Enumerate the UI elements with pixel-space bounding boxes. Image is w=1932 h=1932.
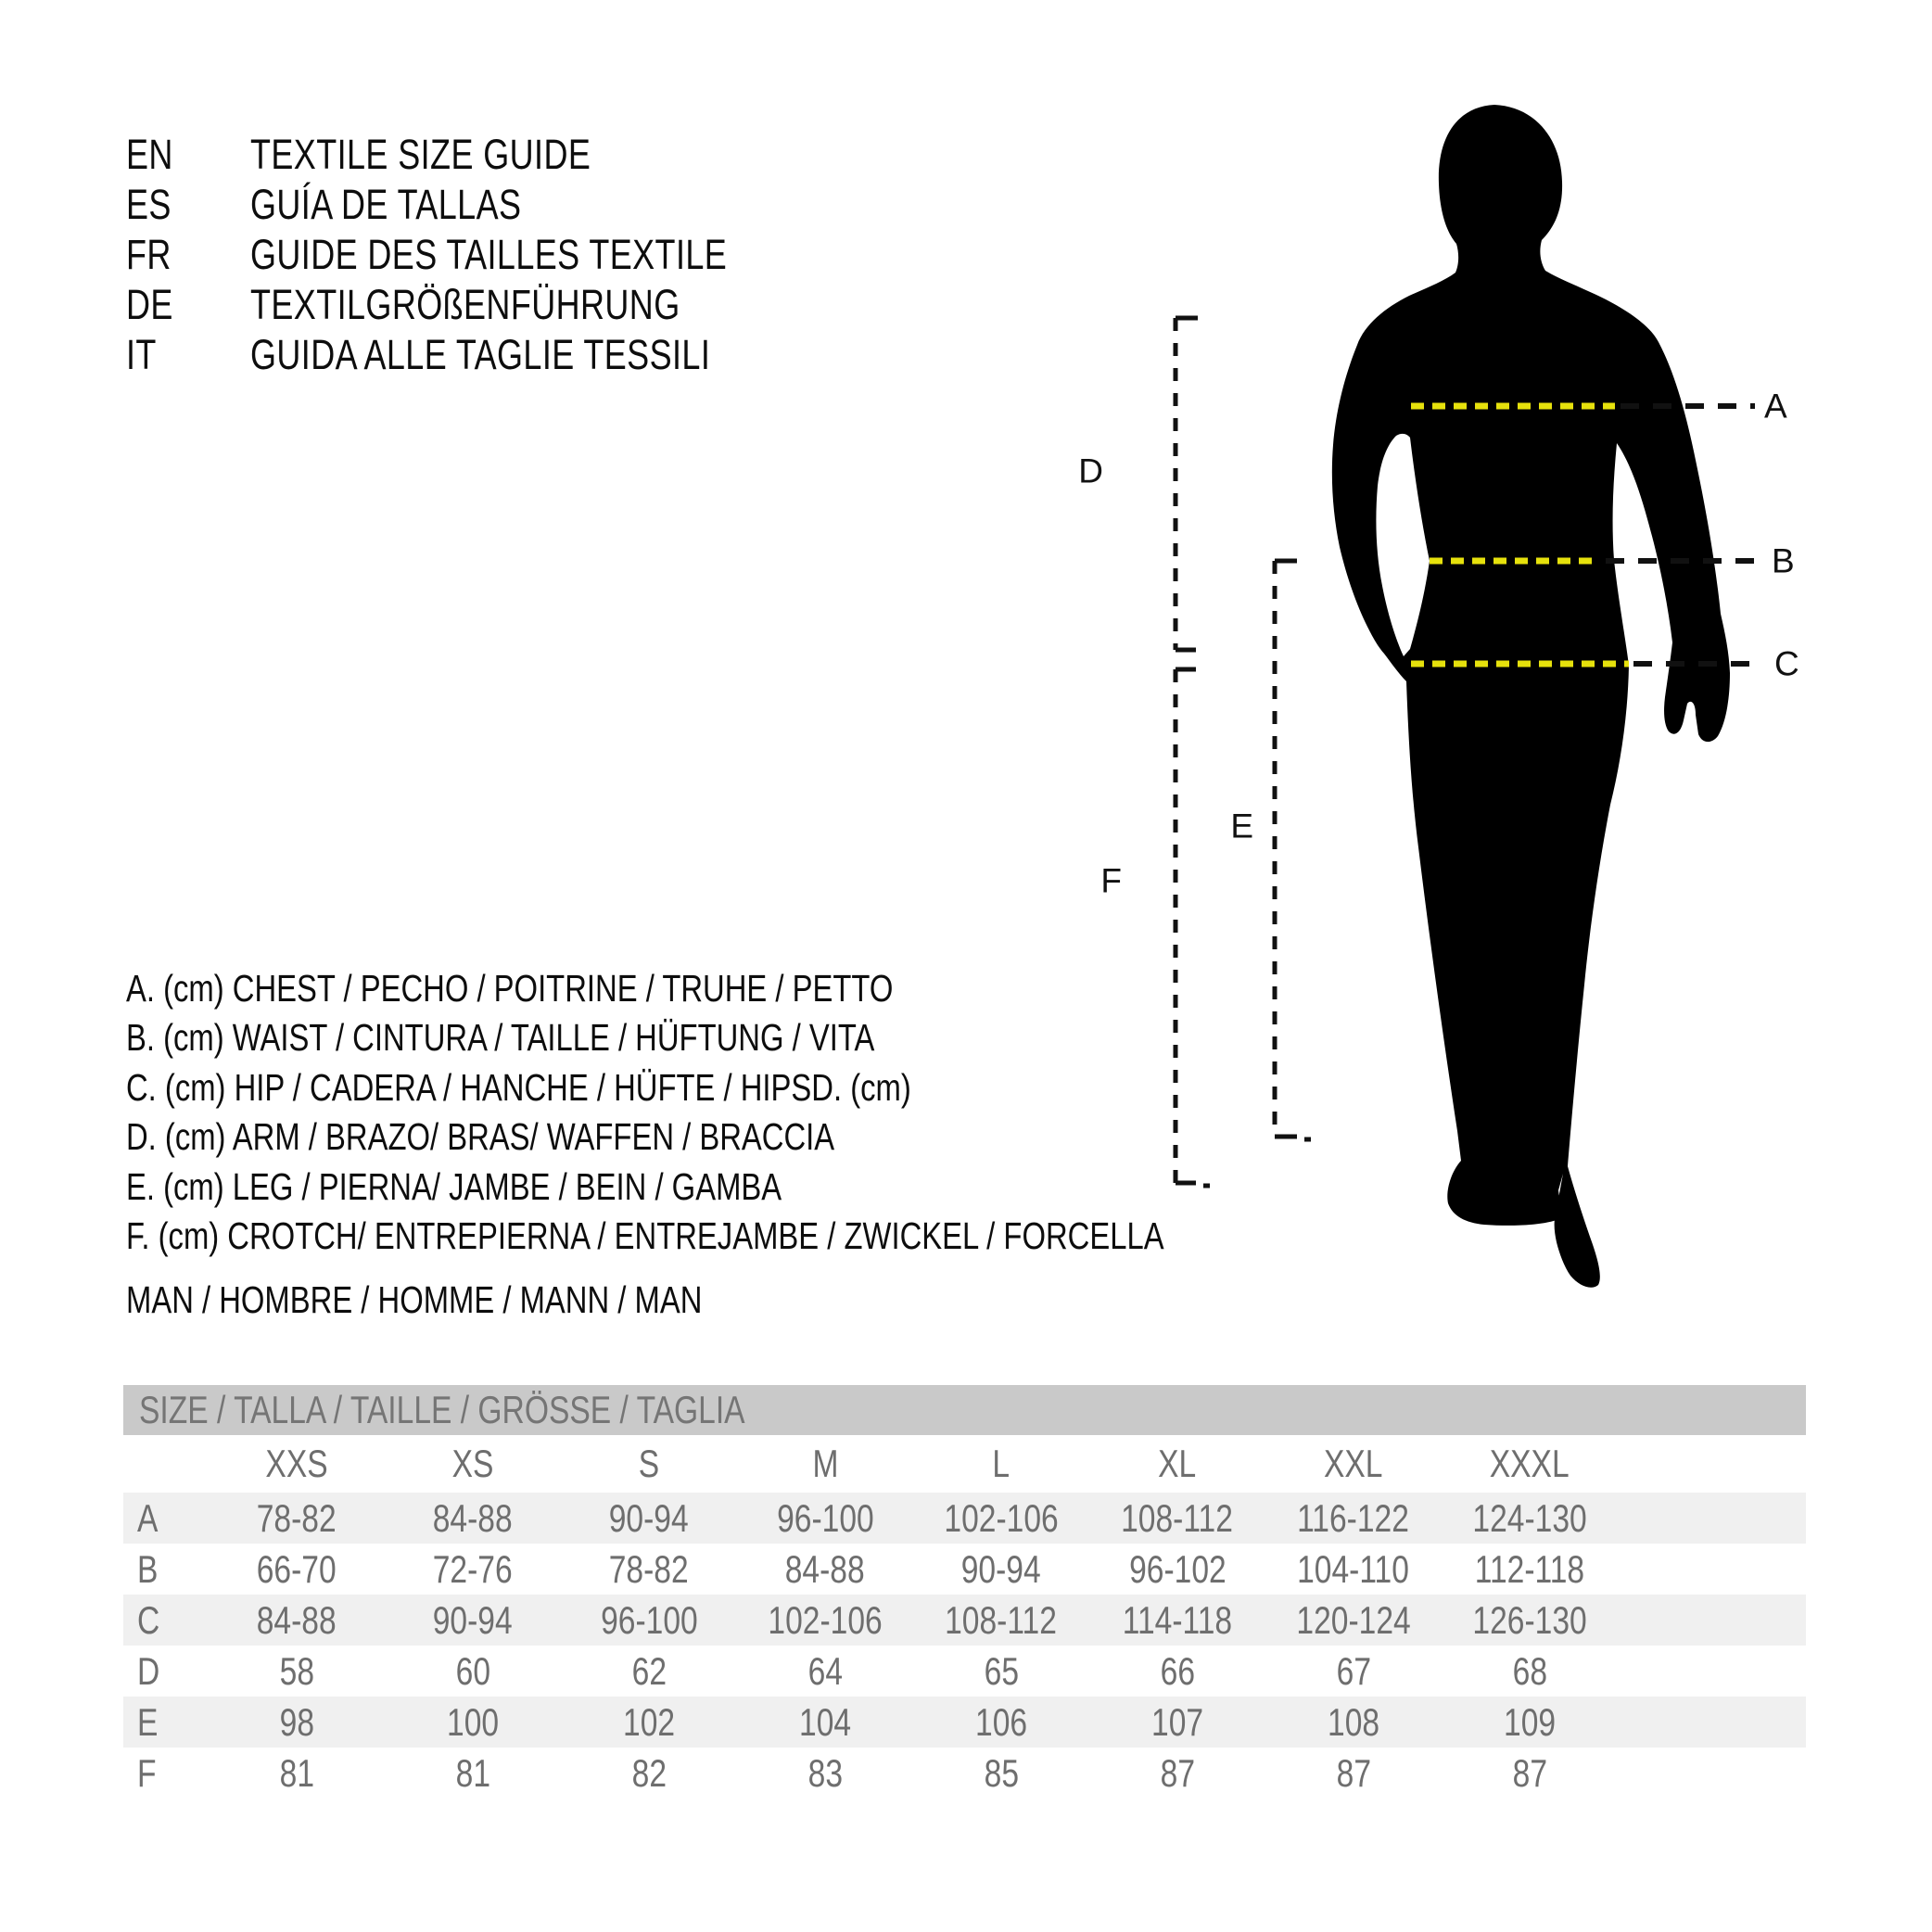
size-table	[123, 1385, 1806, 1799]
lang-code: DE	[126, 281, 173, 328]
cell: 84-88	[433, 1495, 513, 1540]
cell: 62	[631, 1648, 667, 1693]
label-crotch: F	[1100, 861, 1122, 900]
lang-row-es	[126, 180, 589, 230]
cell: 72-76	[433, 1546, 513, 1591]
lang-row-fr	[126, 230, 846, 280]
cell: 87	[1336, 1750, 1371, 1795]
cell: 96-100	[600, 1597, 698, 1642]
cell: 58	[279, 1648, 314, 1693]
legend-waist: B. (cm) WAIST / CINTURA / TAILLE / HÜFTUNG / VITA	[126, 1016, 875, 1059]
cell: 81	[279, 1750, 314, 1795]
cell: 66-70	[257, 1546, 337, 1591]
cell: 100	[446, 1699, 500, 1744]
cell: 104	[798, 1699, 852, 1744]
lang-code: EN	[126, 131, 173, 178]
row-label: A	[137, 1495, 159, 1540]
cell: 84-88	[257, 1597, 337, 1642]
col-header-s: S	[638, 1442, 660, 1485]
label-leg: E	[1230, 807, 1253, 845]
cell: 116-122	[1297, 1495, 1410, 1540]
table-row-d	[123, 1646, 1806, 1697]
legend-chest: A. (cm) CHEST / PECHO / POITRINE / TRUHE / PETTO	[126, 967, 894, 1010]
cell: 78-82	[257, 1495, 337, 1540]
guide-title: GUIDE DES TAILLES TEXTILE	[250, 231, 728, 278]
col-header-l: L	[992, 1442, 1010, 1485]
cell: 108	[1327, 1699, 1380, 1744]
size-table-header-band: SIZE / TALLA / TAILLE / GRÖSSE / TAGLIA	[123, 1385, 1806, 1435]
cell: 87	[1160, 1750, 1195, 1795]
cell: 96-102	[1128, 1546, 1227, 1591]
cell: 64	[807, 1648, 843, 1693]
cell: 108-112	[945, 1597, 1058, 1642]
cell: 66	[1160, 1648, 1195, 1693]
lang-row-de	[126, 280, 788, 330]
category-line: MAN / HOMBRE / HOMME / MANN / MAN	[126, 1278, 703, 1321]
label-chest: A	[1764, 387, 1787, 426]
col-header-xxxl: XXXL	[1490, 1442, 1570, 1485]
cell: 82	[631, 1750, 667, 1795]
cell: 65	[984, 1648, 1019, 1693]
lang-code: FR	[126, 231, 172, 278]
label-waist: B	[1772, 541, 1795, 580]
cell: 124-130	[1472, 1495, 1587, 1540]
cell: 120-124	[1296, 1597, 1411, 1642]
legend-leg: E. (cm) LEG / PIERNA/ JAMBE / BEIN / GAMBA	[126, 1165, 782, 1208]
cell: 83	[807, 1750, 843, 1795]
cell: 109	[1503, 1699, 1557, 1744]
cell: 81	[455, 1750, 490, 1795]
guide-title: TEXTILE SIZE GUIDE	[250, 131, 591, 178]
cell: 90-94	[609, 1495, 689, 1540]
table-row-e	[123, 1697, 1806, 1748]
cell: 98	[279, 1699, 314, 1744]
legend-hip: C. (cm) HIP / CADERA / HANCHE / HÜFTE / HIPSD. (cm)	[126, 1066, 911, 1109]
cell: 102-106	[768, 1597, 883, 1642]
table-row-a	[123, 1493, 1806, 1544]
lang-row-en	[126, 130, 676, 180]
col-header-m: M	[812, 1442, 838, 1485]
guide-title: TEXTILGRÖßENFÜHRUNG	[250, 281, 680, 328]
label-arm: D	[1078, 451, 1103, 490]
col-header-xl: XL	[1158, 1442, 1197, 1485]
cell: 67	[1336, 1648, 1371, 1693]
row-label: E	[137, 1699, 159, 1744]
cell: 68	[1512, 1648, 1547, 1693]
legend-arm: D. (cm) ARM / BRAZO/ BRAS/ WAFFEN / BRACCIA	[126, 1115, 835, 1158]
cell: 112-118	[1474, 1546, 1585, 1591]
table-row-c	[123, 1595, 1806, 1646]
cell: 106	[974, 1699, 1028, 1744]
table-row-b	[123, 1544, 1806, 1595]
cell: 87	[1512, 1750, 1547, 1795]
row-label: D	[137, 1648, 160, 1693]
cell: 107	[1150, 1699, 1204, 1744]
cell: 60	[455, 1648, 490, 1693]
cell: 96-100	[776, 1495, 874, 1540]
man-silhouette	[1332, 105, 1730, 1288]
cell: 108-112	[1121, 1495, 1234, 1540]
cell: 85	[984, 1750, 1019, 1795]
lang-code: IT	[126, 331, 157, 378]
guide-title: GUIDA ALLE TAGLIE TESSILI	[250, 331, 711, 378]
lang-code: ES	[126, 181, 172, 228]
cell: 102	[622, 1699, 676, 1744]
cell: 90-94	[961, 1546, 1041, 1591]
col-header-xs: XS	[451, 1442, 494, 1485]
guide-title: GUÍA DE TALLAS	[250, 181, 522, 228]
row-label: C	[137, 1597, 160, 1642]
cell: 102-106	[944, 1495, 1059, 1540]
cell: 84-88	[785, 1546, 865, 1591]
legend-crotch: F. (cm) CROTCH/ ENTREPIERNA / ENTREJAMBE / ZWICKEL / FORCELLA	[126, 1214, 1164, 1257]
row-label: F	[137, 1750, 157, 1795]
col-header-xxl: XXL	[1324, 1442, 1383, 1485]
lang-row-it	[126, 330, 825, 380]
col-header-xxs: XXS	[265, 1442, 328, 1485]
cell: 114-118	[1122, 1597, 1233, 1642]
label-hip: C	[1774, 644, 1799, 683]
row-label: B	[137, 1546, 159, 1591]
table-row-f	[123, 1748, 1806, 1799]
cell: 126-130	[1472, 1597, 1587, 1642]
cell: 104-110	[1297, 1546, 1410, 1591]
cell: 78-82	[609, 1546, 689, 1591]
size-column-header-row	[123, 1435, 1806, 1493]
cell: 90-94	[433, 1597, 513, 1642]
